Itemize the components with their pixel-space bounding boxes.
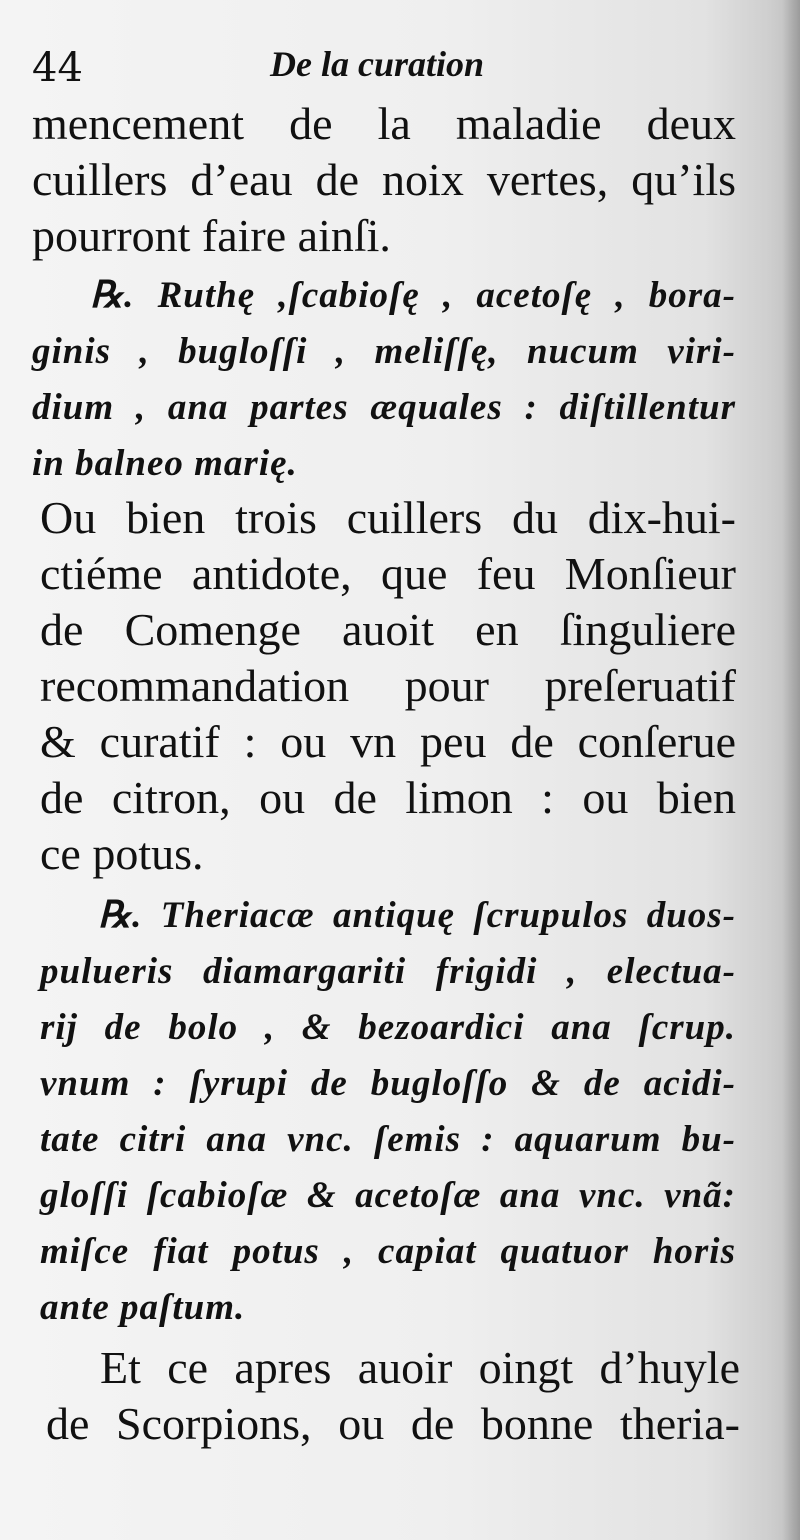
latin-line: rij de bolo , & bezoardici ana ſcrup. [40,1007,736,1048]
text-line: de Comenge auoit en ſinguliere [40,604,736,655]
text-line: recommandation pour preſeruatif [40,660,736,711]
latin-line: miſce fiat potus , capiat quatuor horis [40,1231,736,1272]
latin-line: ante paſtum. [40,1287,246,1328]
text-line: de Scorpions, ou de bonne theria- [46,1398,740,1449]
text-line: de citron, ou de limon : ou bien [40,772,736,823]
latin-line: in balneo marię. [32,443,298,484]
latin-line: ginis , bugloſſi , meliſſę, nucum viri- [32,331,736,372]
latin-line: dium , ana partes æquales : diſtillentur [32,387,736,428]
text-line: ctiéme antidote, que feu Monſieur [40,548,736,599]
latin-line: gloſſi ſcabioſæ & acetoſæ ana vnc. vnã: [40,1175,736,1216]
latin-line: ℞. Theriacæ antiquę ſcrupulos duos- [98,895,736,936]
text-line: cuillers d’eau de noix vertes, qu’ils [32,154,736,205]
page-number: 44 [32,45,83,91]
text-line: & curatif : ou vn peu de conſerue [40,716,736,767]
running-head: De la curation [270,44,485,84]
text-line: mencement de la maladie deux [32,98,736,149]
latin-line: pulueris diamargariti frigidi , electua- [40,951,736,992]
text-line: Ou bien trois cuillers du dix-hui- [40,492,736,543]
latin-line: ℞. Ruthę ,ſcabioſę , acetoſę , bora- [90,275,736,316]
text-line: Et ce apres auoir oingt d’huyle [100,1342,740,1393]
page-header [32,40,772,94]
latin-line: tate citri ana vnc. ſemis : aquarum bu- [40,1119,736,1160]
text-line: ce potus. [40,828,204,879]
page-edge-shadow [782,0,800,1540]
text-line: pourront faire ainſi. [32,210,391,261]
latin-line: vnum : ſyrupi de bugloſſo & de acidi- [40,1063,736,1104]
